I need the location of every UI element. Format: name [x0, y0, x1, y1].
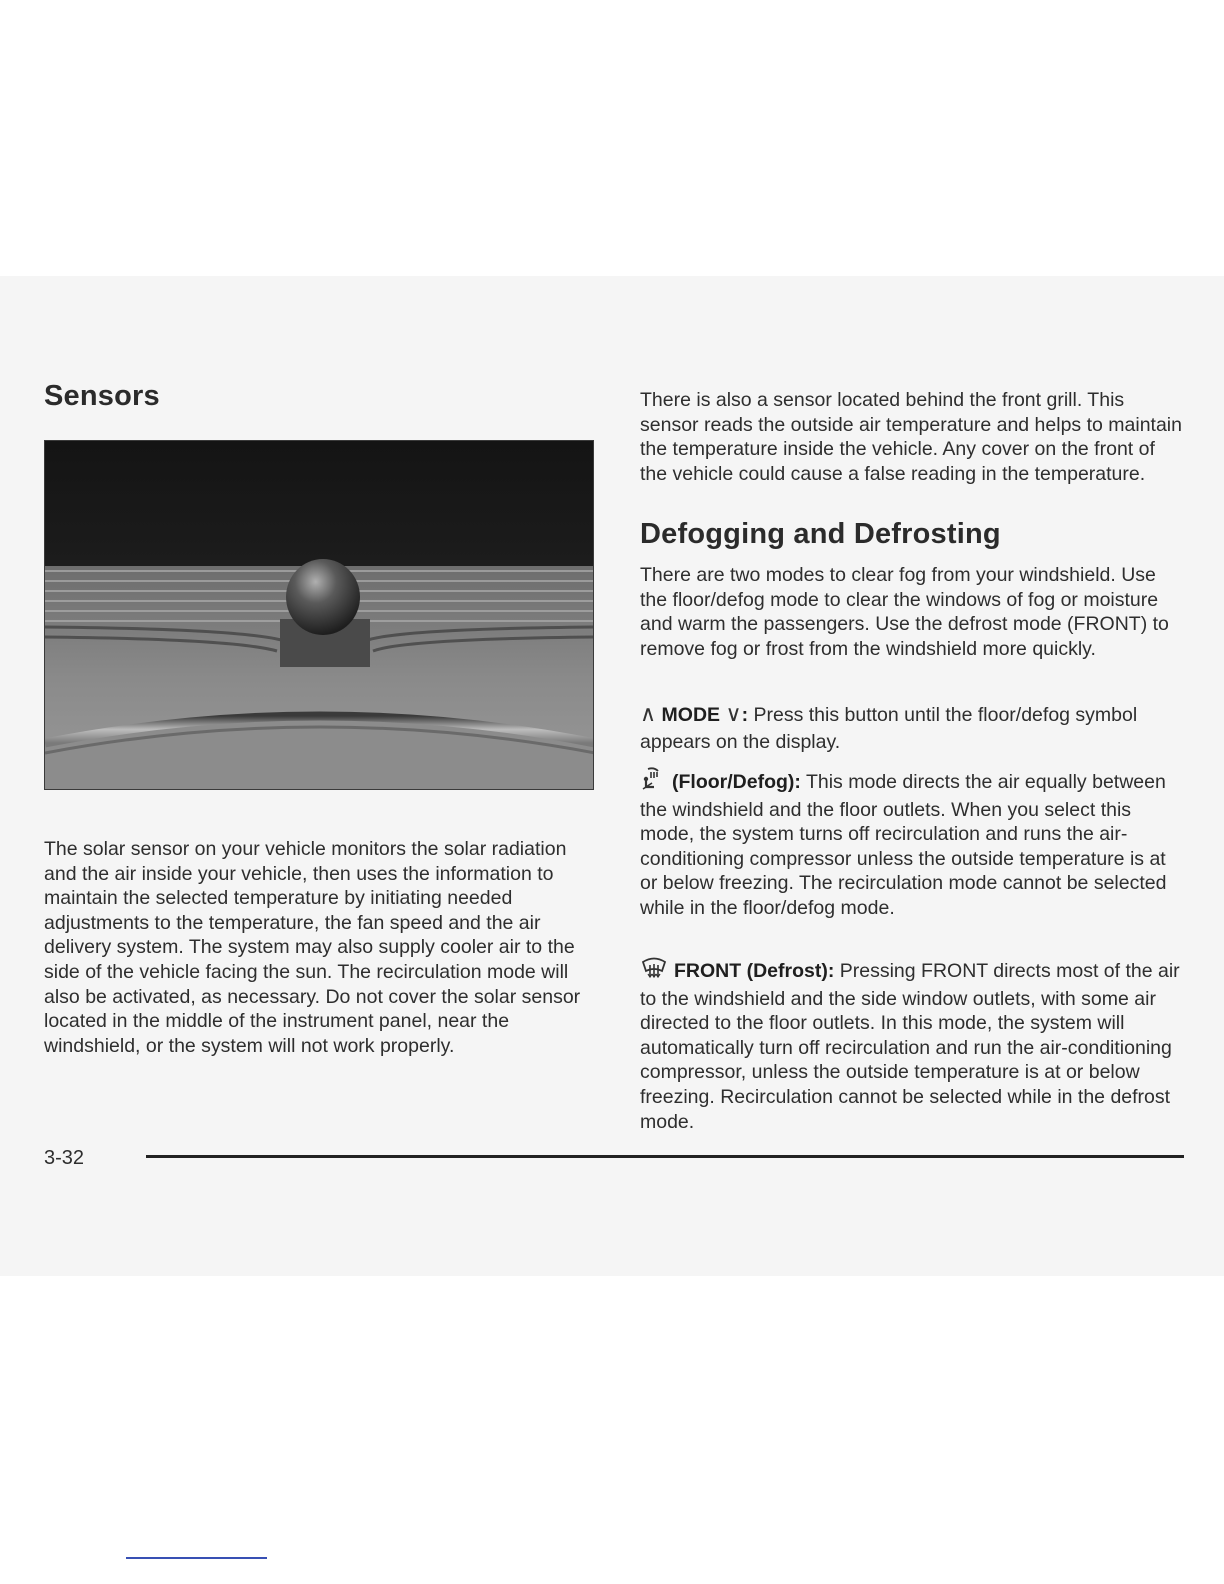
front-defrost-text: Pressing FRONT directs most of the air to the windshield and the side window outlets, with some air directed to the floor outlets. In this mode, the system will automatically turn off recirculation and run the air-conditioning compressor, unless the outside temperature is at or below freezing. Recirculation cannot be selected while in the defrost mode. — [640, 960, 1180, 1133]
mode-label: MODE — [661, 704, 721, 726]
mode-down-icon: ∨ — [725, 701, 742, 726]
solar-sensor-paragraph: The solar sensor on your vehicle monitors the solar radiation and the air inside your vehicle, then uses the information to maintain the selected temperature by initiating needed adjustments to the temperature, the fan speed and the air delivery system. The system may also supply cooler air to the side of the vehicle facing the sun. The recirculation mode will also be activated, as necessary. Do not cover the solar sensor located in the middle of the instrument panel, near the windshield, or the system will not work properly. — [44, 838, 581, 1057]
front-defrost-description — [640, 956, 1185, 1134]
solar-sensor-illustration — [45, 441, 594, 790]
mode-button-description — [640, 700, 1185, 756]
front-defrost-label: FRONT (Defrost): — [674, 960, 835, 982]
heading-sensors: Sensors — [44, 380, 160, 412]
mode-up-icon: ∧ — [640, 701, 657, 726]
modes-paragraph: There are two modes to clear fog from your windshield. Use the floor/defog mode to clear the windows of fog or moisture and warm the passengers. Use the defrost mode (FRONT) to remove fog or frost from the windshield more quickly. — [640, 564, 1169, 660]
floor-defog-label: (Floor/Defog): — [672, 771, 801, 793]
floor-defog-icon — [640, 767, 666, 798]
floor-defog-text: This mode directs the air equally between the windshield and the floor outlets. When you select this mode, the system turns off recirculation and runs the air-conditioning compressor unless the outside temperature is at or below freezing. The recirculation mode cannot be selected while in the floor/defog mode. — [640, 771, 1167, 919]
footer-rule — [146, 1155, 1184, 1158]
heading-defogging: Defogging and Defrosting — [640, 518, 1001, 550]
page-number: 3-32 — [44, 1147, 85, 1169]
floor-defog-description — [640, 767, 1185, 921]
mode-colon: : — [741, 704, 749, 726]
grill-sensor-paragraph: There is also a sensor located behind the front grill. This sensor reads the outside air temperature and helps to maintain the temperature inside the vehicle. Any cover on the front of the vehicle could cause a false reading in the temperature. — [640, 389, 1182, 485]
defrost-icon — [640, 956, 668, 987]
mode-text: Press this button until the floor/defog symbol appears on the display. — [640, 704, 1138, 753]
solar-sensor-photo — [44, 440, 594, 790]
blue-underline-mark — [126, 1557, 267, 1559]
